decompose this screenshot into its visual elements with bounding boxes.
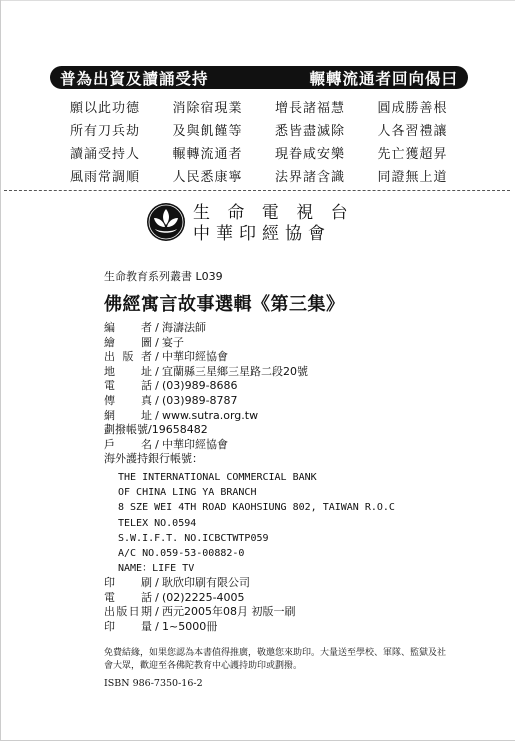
info-separator: /	[155, 408, 159, 422]
bank-details	[118, 470, 395, 576]
info-separator: /	[155, 321, 159, 334]
info-row	[104, 394, 308, 409]
info-separator: /	[155, 364, 159, 378]
donation-note: 免費結緣，如果您認為本書值得推廣，敬邀您來助印。大量送至學校、軍隊、監獄及社會大眾，歡迎至各佛陀教育中心護持助印或劃撥。	[104, 648, 447, 671]
info-row	[104, 350, 308, 365]
info-separator: /	[155, 350, 159, 364]
info-value: 中華印經協會	[162, 437, 228, 451]
printing-info	[104, 576, 296, 634]
colophon-info	[104, 321, 308, 467]
info-label: 劃撥帳號	[104, 423, 148, 437]
page-edge-top	[0, 0, 515, 1]
print-row	[104, 576, 296, 591]
info-label: 電 話	[104, 379, 152, 393]
bank-line: S.W.I.F.T. NO.ICBCTWTP059	[118, 532, 269, 544]
book-title: 佛經寓言故事選輯《第三集》	[104, 294, 345, 315]
isbn: ISBN 986-7350-16-2	[104, 678, 203, 689]
print-value: 1~5000冊	[162, 619, 218, 633]
info-label: 網 址	[104, 408, 152, 422]
bank-line: NAME：LIFE TV	[118, 563, 195, 575]
print-value: 西元2005年08月 初版一刷	[162, 605, 296, 619]
page-edge-left	[0, 0, 1, 741]
print-separator: /	[155, 605, 159, 619]
dashed-divider	[4, 190, 510, 191]
verse: 悉皆盡滅除	[275, 124, 346, 139]
info-row	[104, 365, 308, 380]
bank-line: OF CHINA LING YA BRANCH	[118, 487, 257, 499]
verse: 人各習禮讓	[377, 124, 448, 139]
bank-line: TELEX NO.0594	[118, 517, 197, 529]
verse: 及與飢饉等	[172, 124, 243, 139]
info-value: 19658482	[151, 423, 208, 437]
info-row	[104, 452, 308, 467]
print-label: 印 量	[104, 619, 152, 633]
bank-line: A/C NO.059-53-00882-0	[118, 548, 245, 560]
verse: 讀誦受持人	[70, 147, 141, 162]
info-value: 海濤法師	[162, 321, 206, 334]
verse: 增長諸福慧	[275, 101, 346, 116]
print-label: 出版日期	[104, 605, 152, 619]
info-separator: /	[155, 335, 159, 349]
dedication-verses	[70, 97, 480, 185]
print-row	[104, 591, 296, 606]
banner-right-text: 輾轉流通者回向偈曰	[309, 69, 458, 88]
info-separator: /	[148, 423, 152, 437]
info-row	[104, 423, 308, 438]
verse: 同證無上道	[377, 170, 448, 185]
verse: 人民悉康寧	[172, 170, 243, 185]
print-row	[104, 605, 296, 620]
verse: 風雨常調順	[70, 170, 141, 185]
verse: 輾轉流通者	[172, 147, 243, 162]
bank-line: THE INTERNATIONAL COMMERCIAL BANK	[118, 472, 317, 483]
info-value: www.sutra.org.tw	[162, 408, 259, 422]
verse: 法界諸含識	[275, 170, 346, 185]
lotus-logo-icon	[146, 202, 186, 242]
series-label: 生命教育系列叢書 L039	[104, 270, 223, 283]
print-label: 印 刷	[104, 576, 152, 589]
info-value: 宜蘭縣三星鄉三星路二段20號	[162, 364, 308, 378]
print-value: 耿欣印刷有限公司	[162, 576, 250, 589]
info-value: (03)989-8787	[162, 393, 238, 407]
verse: 願以此功德	[70, 101, 141, 116]
info-separator: /	[155, 393, 159, 407]
banner-left-text: 普為出資及讀誦受持	[60, 69, 209, 88]
print-separator: /	[155, 619, 159, 633]
bank-line: 8 SZE WEI 4TH ROAD KAOHSIUNG 802, TAIWAN R.O.C	[118, 502, 395, 514]
info-label: 海外護持銀行帳號	[104, 452, 192, 466]
print-separator: /	[155, 590, 159, 604]
info-row	[104, 336, 308, 351]
info-value: 中華印經協會	[162, 350, 228, 364]
publisher-name	[193, 203, 354, 245]
info-row	[104, 409, 308, 424]
verse: 所有刀兵劫	[70, 124, 141, 139]
info-label: 地 址	[104, 364, 152, 378]
info-label: 戶 名	[104, 437, 152, 451]
info-row	[104, 438, 308, 453]
info-label: 出版者	[104, 350, 152, 364]
verse: 圓成勝善根	[377, 101, 448, 116]
dedication-banner	[50, 66, 468, 89]
info-label: 繪 圖	[104, 335, 152, 349]
info-label: 傳 真	[104, 393, 152, 407]
print-value: (02)2225-4005	[162, 590, 245, 604]
verse: 先亡獲超昇	[377, 147, 448, 162]
info-separator: /	[155, 437, 159, 451]
info-row	[104, 321, 308, 336]
info-separator: ：	[192, 452, 203, 466]
info-separator: /	[155, 379, 159, 393]
publisher-line-1: 生 命 電 視 台	[193, 203, 354, 223]
verse: 現眷咸安樂	[275, 147, 346, 162]
info-label: 編 者	[104, 321, 152, 334]
print-row	[104, 620, 296, 635]
print-separator: /	[155, 576, 159, 589]
verse: 消除宿現業	[172, 101, 243, 116]
publisher-line-2: 中華印經協會	[193, 224, 331, 244]
info-value: 宴子	[162, 335, 184, 349]
info-value: (03)989-8686	[162, 379, 238, 393]
info-row	[104, 379, 308, 394]
print-label: 電 話	[104, 590, 152, 604]
